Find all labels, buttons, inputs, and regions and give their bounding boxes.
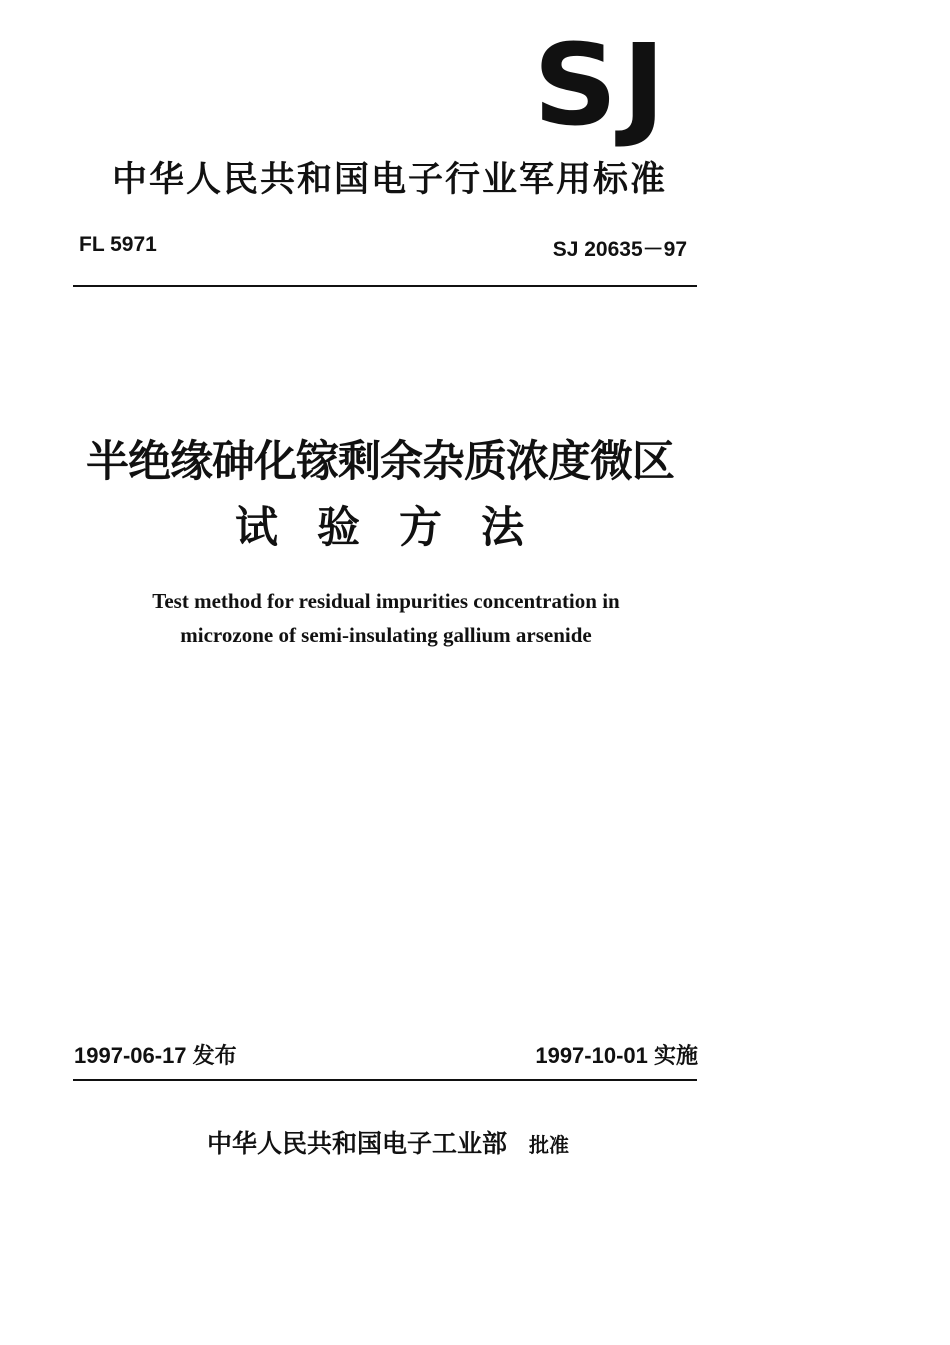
title-cn-line1: 半绝缘砷化镓剩余杂质浓度微区 xyxy=(86,437,674,487)
issue-date: 1997-06-17 发布 xyxy=(74,1043,237,1068)
sj-logo: SJ xyxy=(533,21,670,151)
org-title: 中华人民共和国电子行业军用标准 xyxy=(112,160,668,200)
title-en-line1: Test method for residual impurities concentration in xyxy=(152,589,620,613)
approve-word: 批准 xyxy=(529,1133,570,1157)
title-en-line2: microzone of semi-insulating gallium arsenide xyxy=(180,623,592,647)
footer-divider xyxy=(73,1079,697,1081)
standard-number: SJ 20635－97 xyxy=(552,238,687,261)
classification-code: FL 5971 xyxy=(79,233,157,256)
title-cn-line2: 试验方法 xyxy=(235,503,563,553)
effective-date: 1997-10-01 实施 xyxy=(535,1043,698,1068)
title-en xyxy=(0,584,772,652)
approver-name: 中华人民共和国电子工业部 xyxy=(207,1129,508,1158)
approver-line xyxy=(207,1124,569,1160)
header-divider xyxy=(73,285,697,287)
